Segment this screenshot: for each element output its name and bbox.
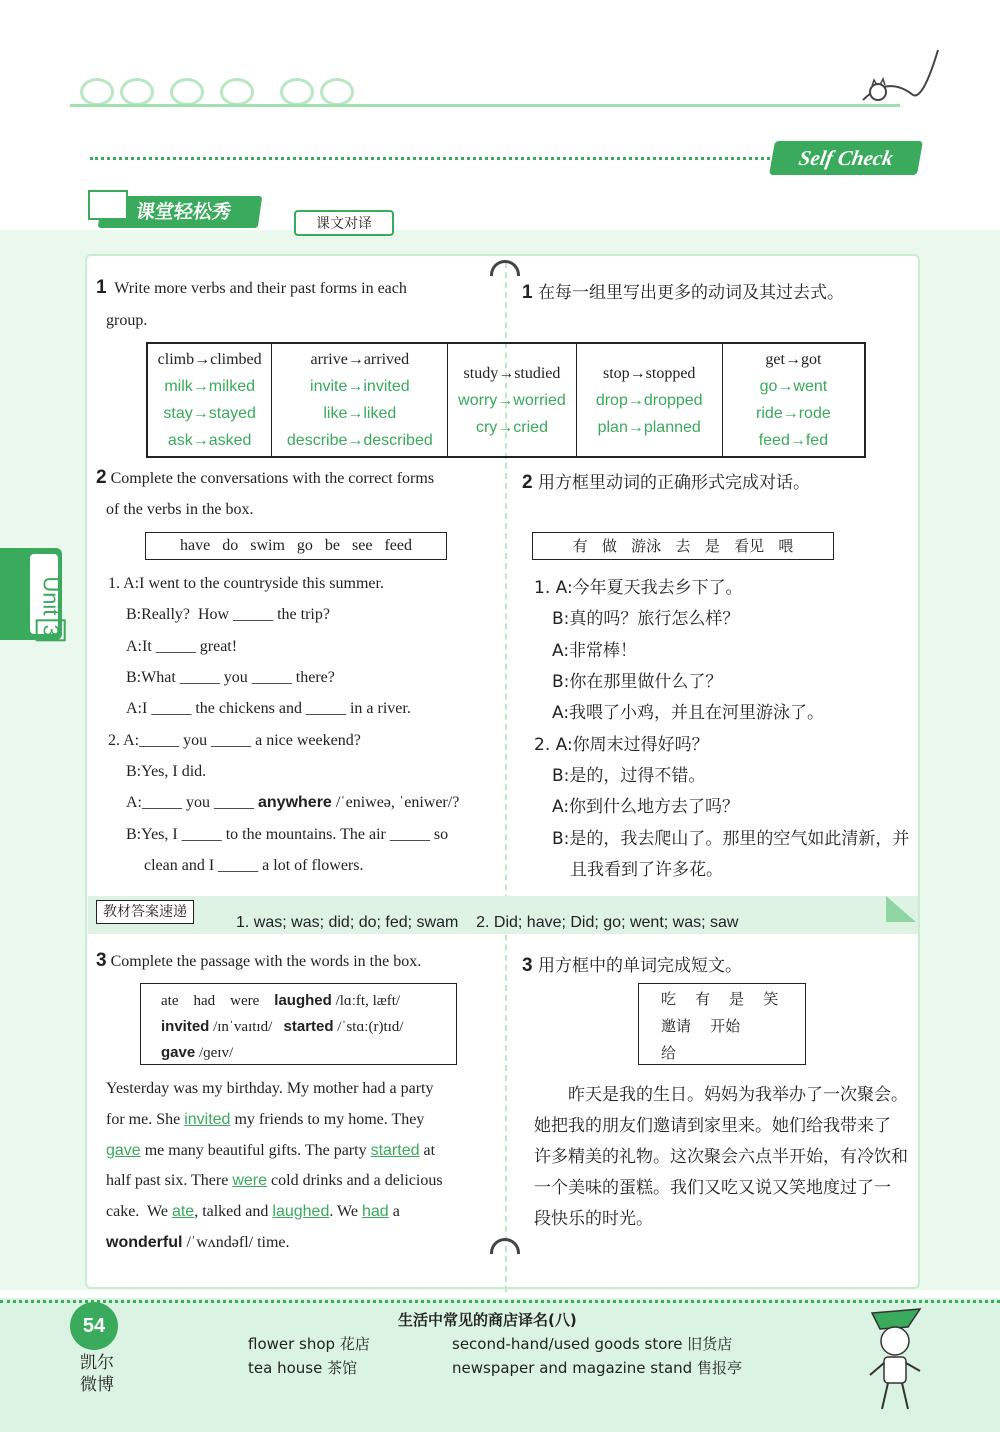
dialogue-line-cn: B:真的吗？旅行怎么样？ (552, 609, 740, 629)
word-box-line: ate had were laughed /lɑːft, læft/ (161, 992, 401, 1009)
dialogue-line: B:Yes, I _____ to the mountains. The air _____ so (126, 826, 449, 843)
section-title: 课堂轻松秀 (98, 196, 262, 228)
unit-label: Unit3 (36, 576, 66, 641)
dialogue-line-cn: A:非常棒！ (552, 641, 638, 661)
dialogue-line: A:_____ you _____ anywhere /ˈeniweə, ˈeniwer/? (126, 794, 460, 811)
passage-line-cn: 她把我的朋友们邀请到家里来。她们给我带来了 (534, 1116, 891, 1136)
dialogue-line: B:Yes, I did. (126, 763, 207, 780)
q1-en-line2: group. (106, 312, 148, 329)
word-box-cn: 吃 有 是 笑 邀请 开始 给 (638, 983, 806, 1065)
dialogue-line-cn: 且我看到了许多花。 (570, 860, 723, 880)
verb-group: stop→stopped drop→dropped plan→planned (577, 344, 723, 456)
verb-group: arrive→arrived invite→invited like→liked describe→described (272, 344, 448, 456)
dialogue-line-cn: A:我喂了小鸡，并且在河里游泳了。 (552, 703, 825, 723)
dialogue-line-cn: B:是的，过得不错。 (552, 766, 706, 786)
q3-cn: 3 用方框中的单词完成短文。 (522, 955, 742, 976)
dialogue-line-cn: 1. A:今年夏天我去乡下了。 (534, 578, 743, 598)
walking-kid-icon (850, 1305, 940, 1425)
passage-line-cn: 昨天是我的生日。妈妈为我举办了一次聚会。 (568, 1085, 908, 1105)
q3-en: 3 Complete the passage with the words in the box. (96, 950, 422, 971)
dialogue-line: A:It _____ great! (126, 638, 238, 655)
page-number: 54 (70, 1302, 118, 1350)
self-check-badge: Self Check (769, 141, 923, 175)
brand: 凯尔 微博 (80, 1353, 114, 1395)
corner-arrow-icon (886, 896, 918, 926)
cat-icon (858, 40, 948, 110)
footer-item: second-hand/used goods store 旧货店 (452, 1335, 733, 1353)
footer-dotted-line (0, 1300, 1000, 1303)
passage-line: half past six. There were cold drinks and a delicious (106, 1172, 443, 1189)
passage-line: wonderful /ˈwʌndəfl/ time. (106, 1234, 290, 1251)
dialogue-line-cn: A:你到什么地方去了吗？ (552, 797, 740, 817)
header-dotted-line (90, 157, 770, 160)
clapperboard-icon (88, 190, 128, 220)
passage-line-cn: 段快乐的时光。 (534, 1209, 653, 1229)
passage-line: gave me many beautiful gifts. The party started at (106, 1142, 436, 1159)
dialogue-line: B:What _____ you _____ there? (126, 669, 335, 686)
word-box-line: gave /ɡeɪv/ (161, 1044, 234, 1061)
answer-tag: 教材答案速递 (96, 900, 194, 924)
verb-box-cn: 有 做 游泳 去 是 看见 喂 (532, 532, 834, 560)
dialogue-line-cn: B:你在那里做什么了？ (552, 672, 723, 692)
verb-group: study→studied worry→worried cry→cried (448, 344, 576, 456)
dialogue-line: B:Really? How _____ the trip? (126, 606, 330, 623)
word-box-line: invited /ɪnˈvaɪtɪd/ started /ˈstɑː(r)tɪd/ (161, 1018, 404, 1035)
verb-table (146, 342, 866, 458)
q2-cn: 2 用方框里动词的正确形式完成对话。 (522, 472, 810, 493)
verb-group: get→got go→went ride→rode feed→fed (756, 351, 831, 449)
dialogue-line: 2. A:_____ you _____ a nice weekend? (108, 732, 361, 749)
passage-line: cake. We ate, talked and laughed. We had a (106, 1203, 400, 1220)
verb-box: have do swim go be see feed (145, 532, 447, 560)
verb-group: climb→climbed milk→milked stay→stayed ask→asked (148, 344, 272, 456)
q1-cn: 1 在每一组里写出更多的动词及其过去式。 (522, 282, 844, 303)
dialogue-line: clean and I _____ a lot of flowers. (144, 857, 364, 874)
q1-en: 1 Write more verbs and their past forms in each (96, 277, 407, 298)
passage-line-cn: 一个美味的蛋糕。我们又吃又说又笑地度过了一 (534, 1178, 891, 1198)
passage-line: for me. She invited my friends to my home. They (106, 1111, 425, 1128)
footer-item: tea house 茶馆 (248, 1359, 358, 1377)
passage-line: Yesterday was my birthday. My mother had a party (106, 1080, 434, 1097)
dialogue-line: A:I _____ the chickens and _____ in a river. (126, 700, 411, 717)
q2-en-line2: of the verbs in the box. (106, 501, 254, 518)
dialogue-line-cn: B:是的，我去爬山了。那里的空气如此清新，并 (552, 829, 910, 849)
top-line (70, 104, 900, 107)
word-box (140, 983, 457, 1065)
dialogue-line-cn: 2. A:你周末过得好吗？ (534, 735, 709, 755)
footer-item: newspaper and magazine stand 售报亭 (452, 1359, 742, 1377)
answer-text: 1. was; was; did; do; fed; swam 2. Did; have; Did; go; went; was; saw (236, 914, 739, 931)
q2-en: 2 Complete the conversations with the correct forms (96, 467, 435, 488)
dialogue-line: 1. A:I went to the countryside this summer. (108, 575, 384, 592)
passage-line-cn: 许多精美的礼物。这次聚会六点半开始，有冷饮和 (534, 1147, 908, 1167)
footer-item: flower shop 花店 (248, 1335, 370, 1353)
footer-title: 生活中常见的商店译名(八) (398, 1311, 577, 1329)
section-tab: 课文对译 (294, 210, 394, 236)
